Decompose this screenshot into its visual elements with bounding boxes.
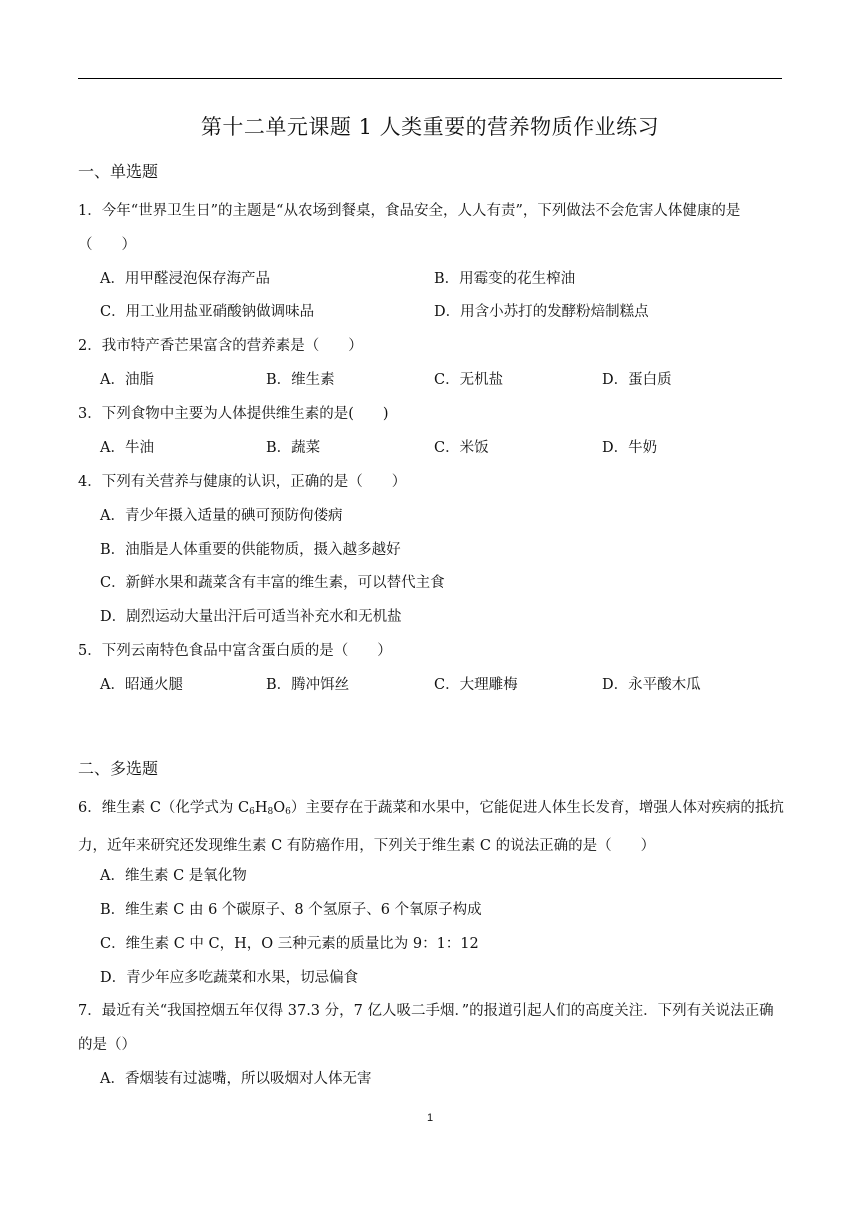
question-4-option-c: C．新鲜水果和蔬菜含有丰富的维生素，可以替代主食 — [100, 575, 445, 591]
question-5-stem: 5．下列云南特色食品中富含蛋白质的是（ ） — [78, 643, 392, 659]
formula-element-hydrogen: H — [254, 800, 268, 816]
formula-element-oxygen: O — [273, 800, 286, 816]
question-1-option-b: B．用霉变的花生榨油 — [434, 271, 576, 287]
question-2-option-a: A．油脂 — [100, 372, 154, 388]
question-6-option-d: D．青少年应多吃蔬菜和水果，切忌偏食 — [100, 970, 359, 986]
question-5-option-a: A．昭通火腿 — [100, 677, 183, 693]
question-1-option-a: A．用甲醛浸泡保存海产品 — [100, 271, 270, 287]
question-3-option-b: B．蔬菜 — [266, 440, 321, 456]
question-2-option-c: C．无机盐 — [434, 372, 504, 388]
question-2-stem: 2．我市特产香芒果富含的营养素是（ ） — [78, 338, 363, 354]
question-6-stem-prefix: 6．维生素 C（化学式为 C — [78, 800, 250, 816]
question-2-option-b: B．维生素 — [266, 372, 335, 388]
header-rule — [78, 78, 782, 79]
question-1-stem: 1．今年“世界卫生日”的主题是“从农场到餐桌，食品安全，人人有责”，下列做法不会危害人体健康的是（ ） — [78, 203, 741, 253]
question-4-option-b: B．油脂是人体重要的供能物质，摄入越多越好 — [100, 542, 401, 558]
question-5-option-b: B．腾冲饵丝 — [266, 677, 350, 693]
question-3-option-c: C．米饭 — [434, 440, 489, 456]
question-2-option-d: D．蛋白质 — [602, 372, 672, 388]
question-5-option-d: D．永平酸木瓜 — [602, 677, 701, 693]
page-number: 1 — [426, 1112, 434, 1124]
question-3-stem: 3．下列食物中主要为人体提供维生素的是( ) — [78, 406, 389, 422]
section-heading-multiple-choice: 二、多选题 — [78, 759, 159, 778]
question-3-option-a: A．牛油 — [100, 440, 154, 456]
question-6-option-c: C．维生素 C 中 C，H，O 三种元素的质量比为 9：1：12 — [100, 936, 479, 952]
question-6-option-b: B．维生素 C 由 6 个碳原子、8 个氢原子、6 个氧原子构成 — [100, 902, 482, 918]
section-heading-single-choice: 一、单选题 — [78, 162, 159, 181]
question-4-option-a: A．青少年摄入适量的碘可预防佝偻病 — [100, 508, 343, 524]
page-title: 第十二单元课题 1 人类重要的营养物质作业练习 — [200, 115, 660, 139]
formula-subscript-hydrogen: 8 — [267, 807, 274, 817]
question-4-stem: 4．下列有关营养与健康的认识，正确的是（ ） — [78, 474, 407, 490]
question-7-option-a: A．香烟装有过滤嘴，所以吸烟对人体无害 — [100, 1071, 372, 1087]
formula-subscript-carbon: 6 — [249, 807, 255, 817]
question-4-option-d: D．剧烈运动大量出汗后可适当补充水和无机盐 — [100, 609, 402, 625]
question-1-option-c: C．用工业用盐亚硝酸钠做调味品 — [100, 304, 315, 320]
question-6-stem-suffix: ）主要存在于蔬菜和水果中，它能促进人体生长发育，增强人体对疾病的抵抗力，近年来研究还发现维生素 C 有防癌作用，下列关于维生素 C 的说法正确的是（ ） — [78, 800, 784, 854]
question-7-stem: 7．最近有关“我国控烟五年仅得 37.3 分，7 亿人吸二手烟．”的报道引起人们的高度关注．下列有关说法正确的是（） — [78, 1003, 774, 1053]
question-6-option-a: A．维生素 C 是氧化物 — [100, 868, 247, 884]
question-6-stem — [78, 792, 784, 863]
question-1-option-d: D．用含小苏打的发酵粉焙制糕点 — [434, 304, 649, 320]
formula-subscript-oxygen: 6 — [285, 807, 291, 817]
question-5-option-c: C．大理雕梅 — [434, 677, 518, 693]
question-3-option-d: D．牛奶 — [602, 440, 658, 456]
